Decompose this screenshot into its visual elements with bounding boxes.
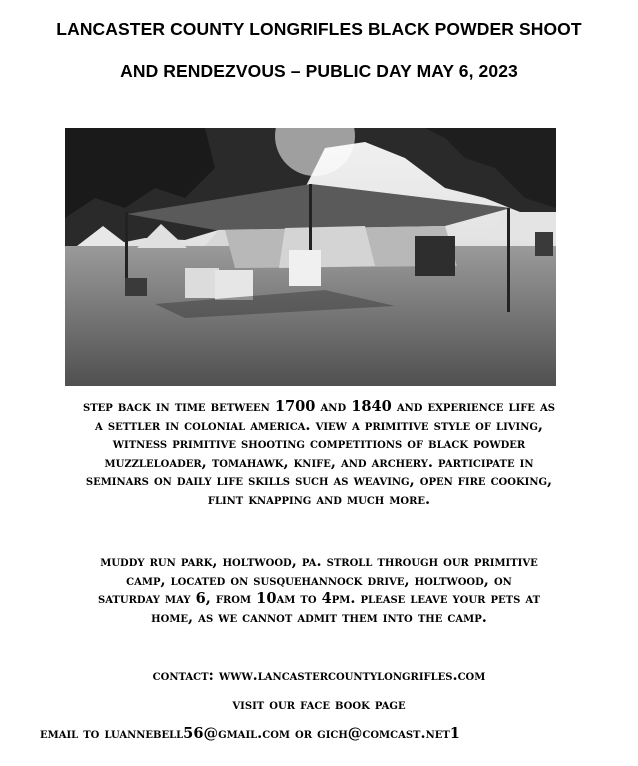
location-line: saturday may 6, from 10am to 4pm. please leave your pets at bbox=[97, 590, 541, 607]
intro-line: step back in time between 1700 and 1840 and experience life as bbox=[83, 398, 555, 415]
email-line[interactable] bbox=[40, 725, 630, 744]
facebook-text: visit our face book page bbox=[232, 696, 406, 713]
encampment-photo bbox=[65, 128, 556, 386]
intro-line: muzzleloader, tomahawk, knife, and archery. participate in bbox=[104, 453, 534, 471]
contact-website[interactable] bbox=[14, 667, 624, 686]
location-paragraph bbox=[14, 553, 624, 627]
intro-line: witness primitive shooting competitions of black powder bbox=[112, 435, 526, 452]
page-title-line-1: LANCASTER COUNTY LONGRIFLES BLACK POWDER SHOOT bbox=[56, 19, 582, 39]
intro-paragraph bbox=[14, 398, 624, 509]
location-line: muddy run park, holtwood, pa. stroll through our primitive bbox=[100, 553, 538, 570]
contact-website-text[interactable]: contact: www.lancastercountylongrifles.com bbox=[152, 667, 486, 684]
intro-line: flint knapping and much more. bbox=[207, 490, 431, 508]
page-title-line-2: AND RENDEZVOUS – PUBLIC DAY MAY 6, 2023 bbox=[120, 61, 518, 81]
location-line: camp, located on susquehannock drive, holtwood, on bbox=[126, 571, 512, 589]
intro-line: a settler in colonial america. view a primitive style of living, bbox=[95, 416, 543, 434]
facebook-line bbox=[14, 696, 624, 715]
email-text[interactable]: email to luannebell56@gmail.com or gich@comcast.net1 bbox=[40, 725, 460, 742]
intro-line: seminars on daily life skills such as weaving, open fire cooking, bbox=[85, 472, 553, 489]
location-line: home, as we cannot admit them into the camp. bbox=[151, 608, 487, 626]
